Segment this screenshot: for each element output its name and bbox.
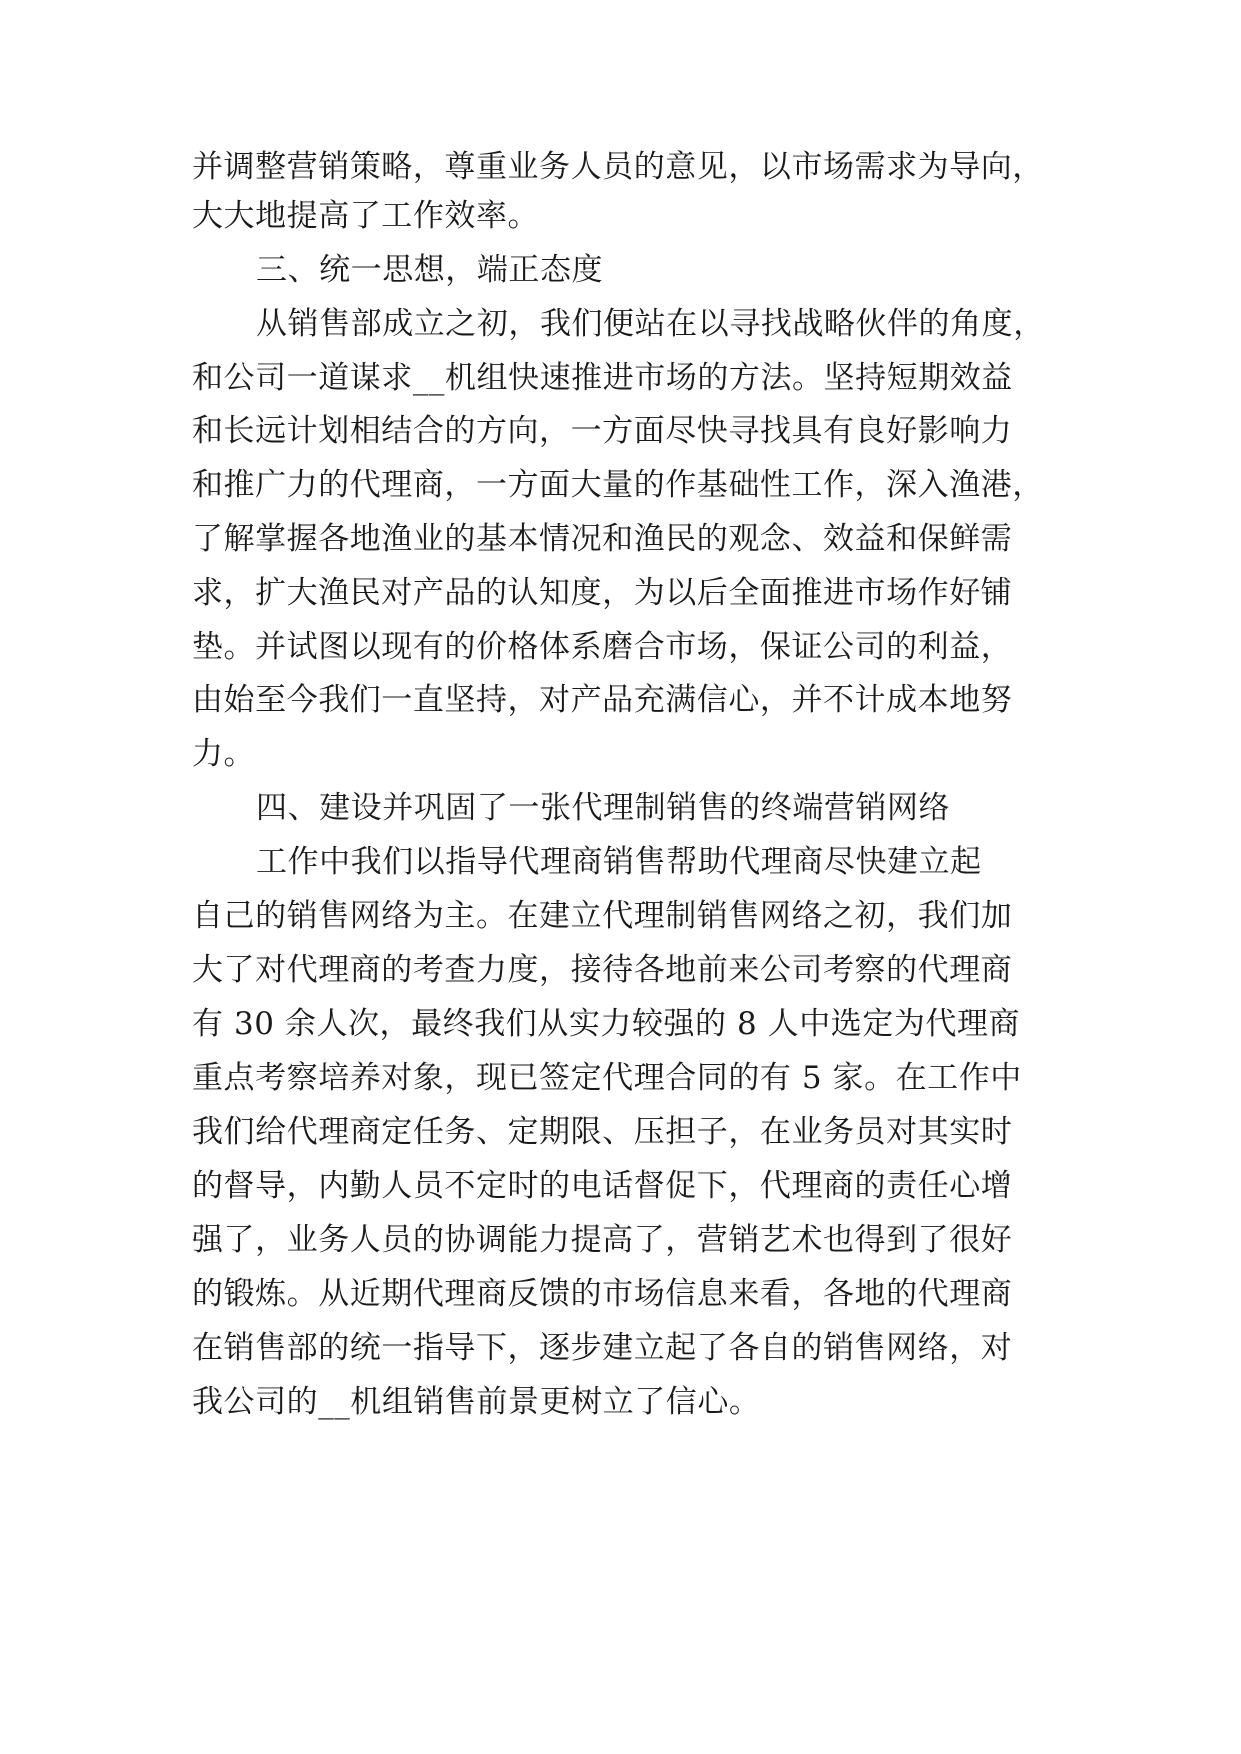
body-text-line: 重点考察培养对象，现已签定代理合同的有 5 家。在工作中 bbox=[192, 1060, 1022, 1096]
body-text-line: 大了对代理商的考查力度，接待各地前来公司考察的代理商 bbox=[192, 952, 1013, 988]
body-text-line: 在销售部的统一指导下，逐步建立起了各自的销售网络，对 bbox=[192, 1330, 1013, 1366]
body-text-line: 和公司一道谋求__机组快速推进市场的方法。坚持短期效益 bbox=[192, 360, 1013, 396]
body-text-line: 强了，业务人员的协调能力提高了，营销艺术也得到了很好 bbox=[192, 1222, 1013, 1258]
body-text-line: 有 30 余人次，最终我们从实力较强的 8 人中选定为代理商 bbox=[192, 1006, 1021, 1042]
body-text-line: 力。 bbox=[192, 736, 256, 772]
body-text-line: 的督导，内勤人员不定时的电话督促下，代理商的责任心增 bbox=[192, 1168, 1013, 1204]
body-text-line: 我公司的__机组销售前景更树立了信心。 bbox=[192, 1384, 761, 1420]
body-text-line: 了解掌握各地渔业的基本情况和渔民的观念、效益和保鲜需 bbox=[192, 521, 1013, 557]
body-text-line: 求，扩大渔民对产品的认知度，为以后全面推进市场作好铺 bbox=[192, 575, 1013, 611]
body-text-line: 我们给代理商定任务、定期限、压担子，在业务员对其实时 bbox=[192, 1114, 1013, 1150]
body-text-line: 和长远计划相结合的方向，一方面尽快寻找具有良好影响力 bbox=[192, 413, 1013, 449]
section-heading: 四、建设并巩固了一张代理制销售的终端营销网络 bbox=[256, 790, 951, 826]
body-text-line: 垫。并试图以现有的价格体系磨合市场，保证公司的利益， bbox=[192, 629, 1013, 665]
body-text-line: 从销售部成立之初，我们便站在以寻找战略伙伴的角度， bbox=[256, 306, 1045, 342]
body-text-line: 由始至今我们一直坚持，对产品充满信心，并不计成本地努 bbox=[192, 682, 1013, 718]
body-text-line: 和推广力的代理商，一方面大量的作基础性工作，深入渔港， bbox=[192, 467, 1044, 503]
section-heading: 三、统一思想，端正态度 bbox=[256, 252, 604, 288]
body-text-line: 自己的销售网络为主。在建立代理制销售网络之初，我们加 bbox=[192, 898, 1013, 934]
body-text-line: 的锻炼。从近期代理商反馈的市场信息来看，各地的代理商 bbox=[192, 1276, 1013, 1312]
body-text-line: 工作中我们以指导代理商销售帮助代理商尽快建立起 bbox=[256, 844, 982, 880]
body-text-line: 大大地提高了工作效率。 bbox=[192, 198, 540, 234]
body-text-line: 并调整营销策略，尊重业务人员的意见，以市场需求为导向， bbox=[192, 149, 1044, 185]
